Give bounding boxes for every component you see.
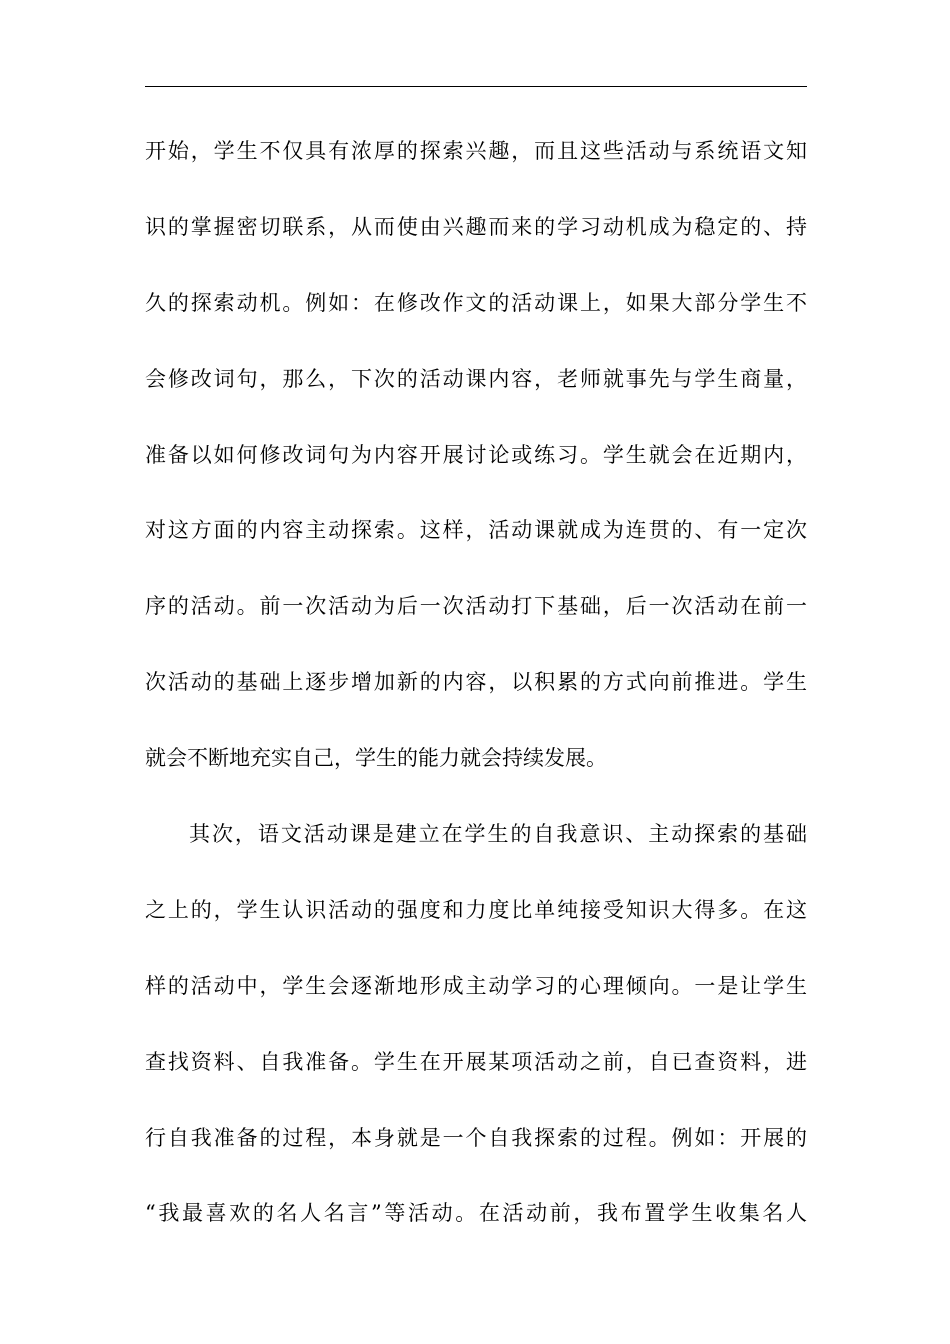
- text-line-9: 就会不断地充实自己，学生的能力就会持续发展。: [145, 746, 607, 771]
- text-line-6: 对这方面的内容主动探索。这样，活动课就成为连贯的、有一定次: [145, 518, 807, 543]
- text-line-1: 开始，学生不仅具有浓厚的探索兴趣，而且这些活动与系统语文知: [145, 139, 807, 163]
- header-rule: [145, 86, 807, 87]
- text-line-8: 次活动的基础上逐步增加新的内容，以积累的方式向前推进。学生: [145, 670, 807, 695]
- body-text: [145, 131, 807, 1269]
- text-line-14: 行自我准备的过程，本身就是一个自我探索的过程。例如：开展的: [145, 1125, 807, 1150]
- text-line-4: 会修改词句，那么，下次的活动课内容，老师就事先与学生商量，: [145, 366, 807, 391]
- text-line-11: 之上的，学生认识活动的强度和力度比单纯接受知识大得多。在这: [145, 897, 807, 922]
- text-line-7: 序的活动。前一次活动为后一次活动打下基础，后一次活动在前一: [145, 594, 807, 619]
- text-line-13: 查找资料、自我准备。学生在开展某项活动之前，自已查资料，进: [145, 1049, 807, 1074]
- text-line-10: 其次，语文活动课是建立在学生的自我意识、主动探索的基础: [189, 822, 807, 847]
- text-line-3: 久的探索动机。例如：在修改作文的活动课上，如果大部分学生不: [145, 290, 807, 315]
- text-line-12: 样的活动中，学生会逐渐地形成主动学习的心理倾向。一是让学生: [145, 973, 807, 998]
- text-line-2: 识的掌握密切联系，从而使由兴趣而来的学习动机成为稳定的、持: [145, 214, 807, 239]
- text-line-5: 准备以如何修改词句为内容开展讨论或练习。学生就会在近期内，: [145, 442, 807, 467]
- text-line-15: “我最喜欢的名人名言”等活动。在活动前，我布置学生收集名人: [145, 1201, 807, 1226]
